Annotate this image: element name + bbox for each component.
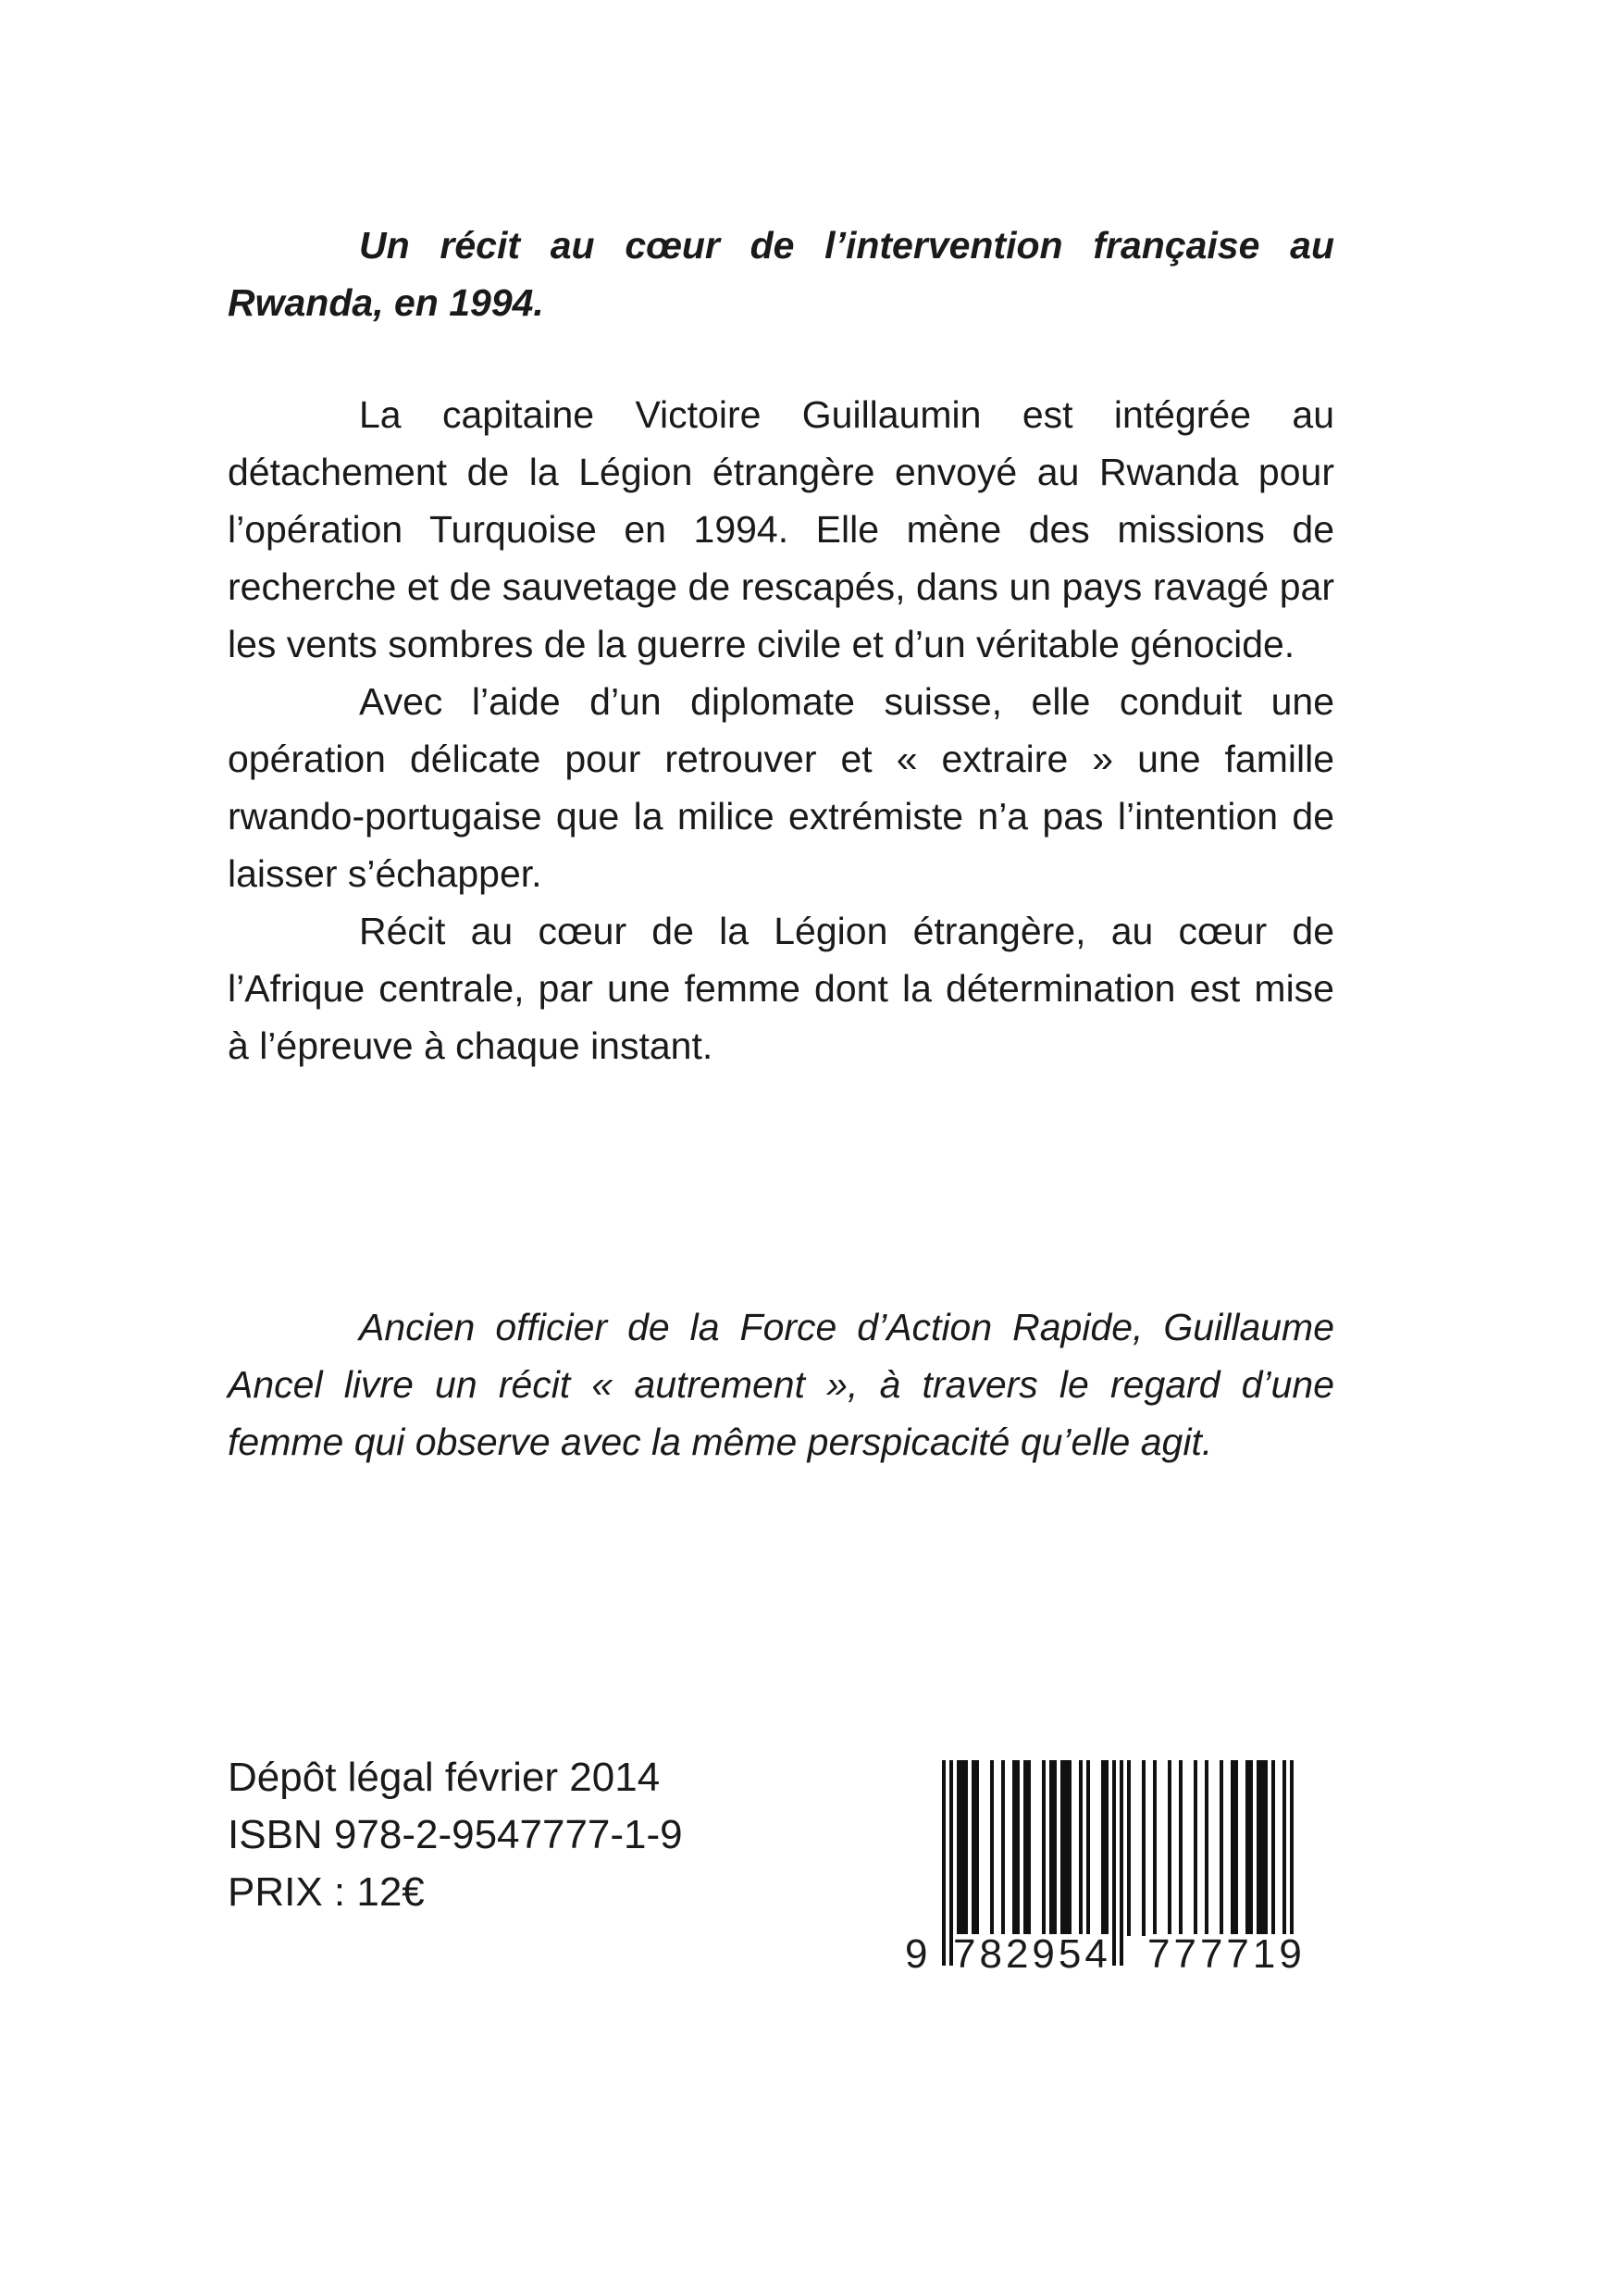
barcode-bar — [1264, 1760, 1268, 1936]
barcode-bar — [1271, 1760, 1275, 1936]
ean-barcode — [905, 1760, 1338, 1977]
synopsis-paragraph: La capitaine Victoire Guillaumin est intégrée au détachement de la Légion étrangère envoyé au Rwanda pour l’opération Turquoise en 1994. Elle mène des missions de recherche et de sauvetage de rescapés, dans un pays ravagé par les vents sombres de la guerre civile et d’un véritable génocide. — [228, 393, 1334, 665]
barcode-bar — [960, 1760, 964, 1936]
barcode-bar — [972, 1760, 975, 1936]
barcode-bar — [1234, 1760, 1238, 1936]
barcode-bar — [1042, 1760, 1046, 1936]
barcode-bar — [1142, 1760, 1146, 1936]
synopsis-paragraph: Avec l’aide d’un diplomate suisse, elle conduit une opération délicate pour retrouver et « extraire » une famille rwando-portugaise que la milice extrémiste n’a pas l’intention de laisser s’échapper. — [228, 680, 1334, 895]
barcode-digits-right: 777719 — [1147, 1931, 1306, 1977]
barcode-bar — [1231, 1760, 1234, 1936]
barcode-bar — [1086, 1760, 1090, 1936]
barcode-bar — [1153, 1760, 1157, 1936]
barcode-digits-left: 782954 — [953, 1931, 1111, 1977]
barcode-bar — [1220, 1760, 1223, 1936]
barcode-bar — [1049, 1760, 1053, 1936]
barcode-bar — [1260, 1760, 1264, 1936]
barcode-bar — [1016, 1760, 1020, 1936]
headline-text: Un récit au cœur de l’intervention française au Rwanda, en 1994. — [228, 224, 1334, 324]
legal-deposit: Dépôt légal février 2014 — [228, 1755, 661, 1800]
author-note-text: Ancien officier de la Force d’Action Rapide, Guillaume Ancel livre un récit « autrement », à travers le regard d’une femme qui observe avec la même perspicacité qu’elle agit. — [228, 1306, 1334, 1463]
barcode-bar — [975, 1760, 979, 1936]
barcode-bar — [1249, 1760, 1253, 1936]
barcode-digits — [905, 1931, 1338, 1977]
barcode-bar — [1168, 1760, 1171, 1936]
barcode-bar — [1194, 1760, 1197, 1936]
barcode-bar — [1205, 1760, 1208, 1936]
barcode-bar — [1079, 1760, 1083, 1936]
barcode-bar — [1101, 1760, 1105, 1936]
synopsis-paragraph: Récit au cœur de la Légion étrangère, au cœur de l’Afrique centrale, par une femme dont la détermination est mise à l’épreuve à chaque instant. — [228, 910, 1334, 1067]
barcode-bar — [1012, 1760, 1016, 1936]
barcode-bar — [964, 1760, 968, 1936]
barcode-bar — [1023, 1760, 1027, 1936]
isbn: ISBN 978-2-9547777-1-9 — [228, 1812, 683, 1857]
barcode-bar — [1068, 1760, 1072, 1936]
author-note — [228, 1298, 1334, 1471]
barcode-bar — [1257, 1760, 1260, 1936]
barcode-bar — [1027, 1760, 1031, 1936]
barcode-bar — [1053, 1760, 1057, 1936]
price: PRIX : 12€ — [228, 1869, 425, 1915]
barcode-bar — [1245, 1760, 1249, 1936]
synopsis — [228, 386, 1334, 1074]
headline — [228, 217, 1334, 331]
barcode-bar — [957, 1760, 960, 1936]
barcode-bar — [1105, 1760, 1109, 1936]
barcode-digit-first: 9 — [905, 1931, 928, 1977]
colophon — [228, 1749, 683, 1921]
barcode-bar — [990, 1760, 994, 1936]
barcode-bar — [1179, 1760, 1183, 1936]
barcode-bar — [1060, 1760, 1064, 1936]
barcode-bar — [1001, 1760, 1005, 1936]
barcode-bar — [1064, 1760, 1068, 1936]
barcode-bar — [1127, 1760, 1131, 1936]
